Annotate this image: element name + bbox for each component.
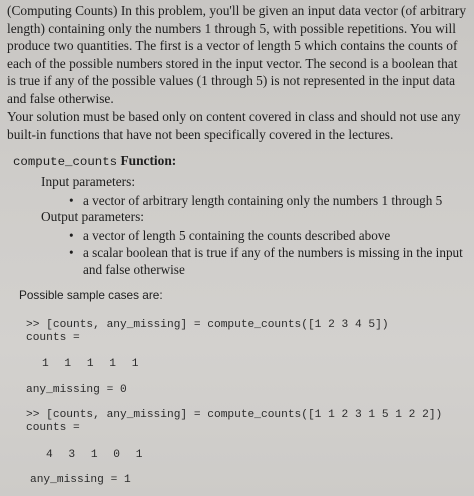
bullet-icon: • [69, 245, 74, 260]
case1-command: >> [counts, any_missing] = compute_counts([1 2 3 4 5]) [26, 319, 389, 331]
case2-counts-values: 4 3 1 0 1 [46, 449, 143, 461]
samples-label: Possible sample cases are: [19, 288, 163, 302]
input-parameters-label: Input parameters: [41, 174, 136, 189]
output-parameters-label: Output parameters: [41, 209, 144, 224]
case1-counts-values: 1 1 1 1 1 [42, 358, 139, 370]
list-item [67, 244, 467, 278]
case2-counts-label: counts = [26, 422, 80, 434]
case1-any-missing: any_missing = 0 [26, 384, 127, 396]
problem-intro: (Computing Counts) In this problem, you'll be given an input data vector (of arbitrary length) containing only the numbers 1 through 5, with possible repetitions. You will produce two quantities. The first is a vector of length 5 which contains the counts of each of the possible numbers stored in the input vector. The second is a boolean that is true if any of the possible values (1 through 5) is not represented in the input data and false otherwise. [7, 3, 467, 106]
output-parameters-list [67, 227, 467, 278]
list-item-text: a vector of arbitrary length containing only the numbers 1 through 5 [83, 193, 443, 208]
input-parameters-list [67, 192, 467, 209]
bullet-icon: • [69, 193, 74, 208]
list-item [67, 227, 467, 244]
problem-note: Your solution must be based only on content covered in class and should not use any built-in functions that have not been specifically covered in the lectures. [7, 109, 461, 142]
function-heading [13, 153, 176, 169]
list-item [67, 192, 467, 209]
list-item-text: a scalar boolean that is true if any of the numbers is missing in the input and false otherwise [83, 245, 463, 277]
case1-counts-label: counts = [26, 332, 80, 344]
case2-command: >> [counts, any_missing] = compute_counts([1 1 2 3 1 5 1 2 2]) [26, 409, 443, 421]
bullet-icon: • [69, 228, 74, 243]
function-name: compute_counts [13, 155, 118, 169]
function-heading-suffix: Function: [117, 153, 177, 168]
list-item-text: a vector of length 5 containing the counts described above [83, 228, 391, 243]
case2-any-missing: any_missing = 1 [30, 474, 131, 486]
